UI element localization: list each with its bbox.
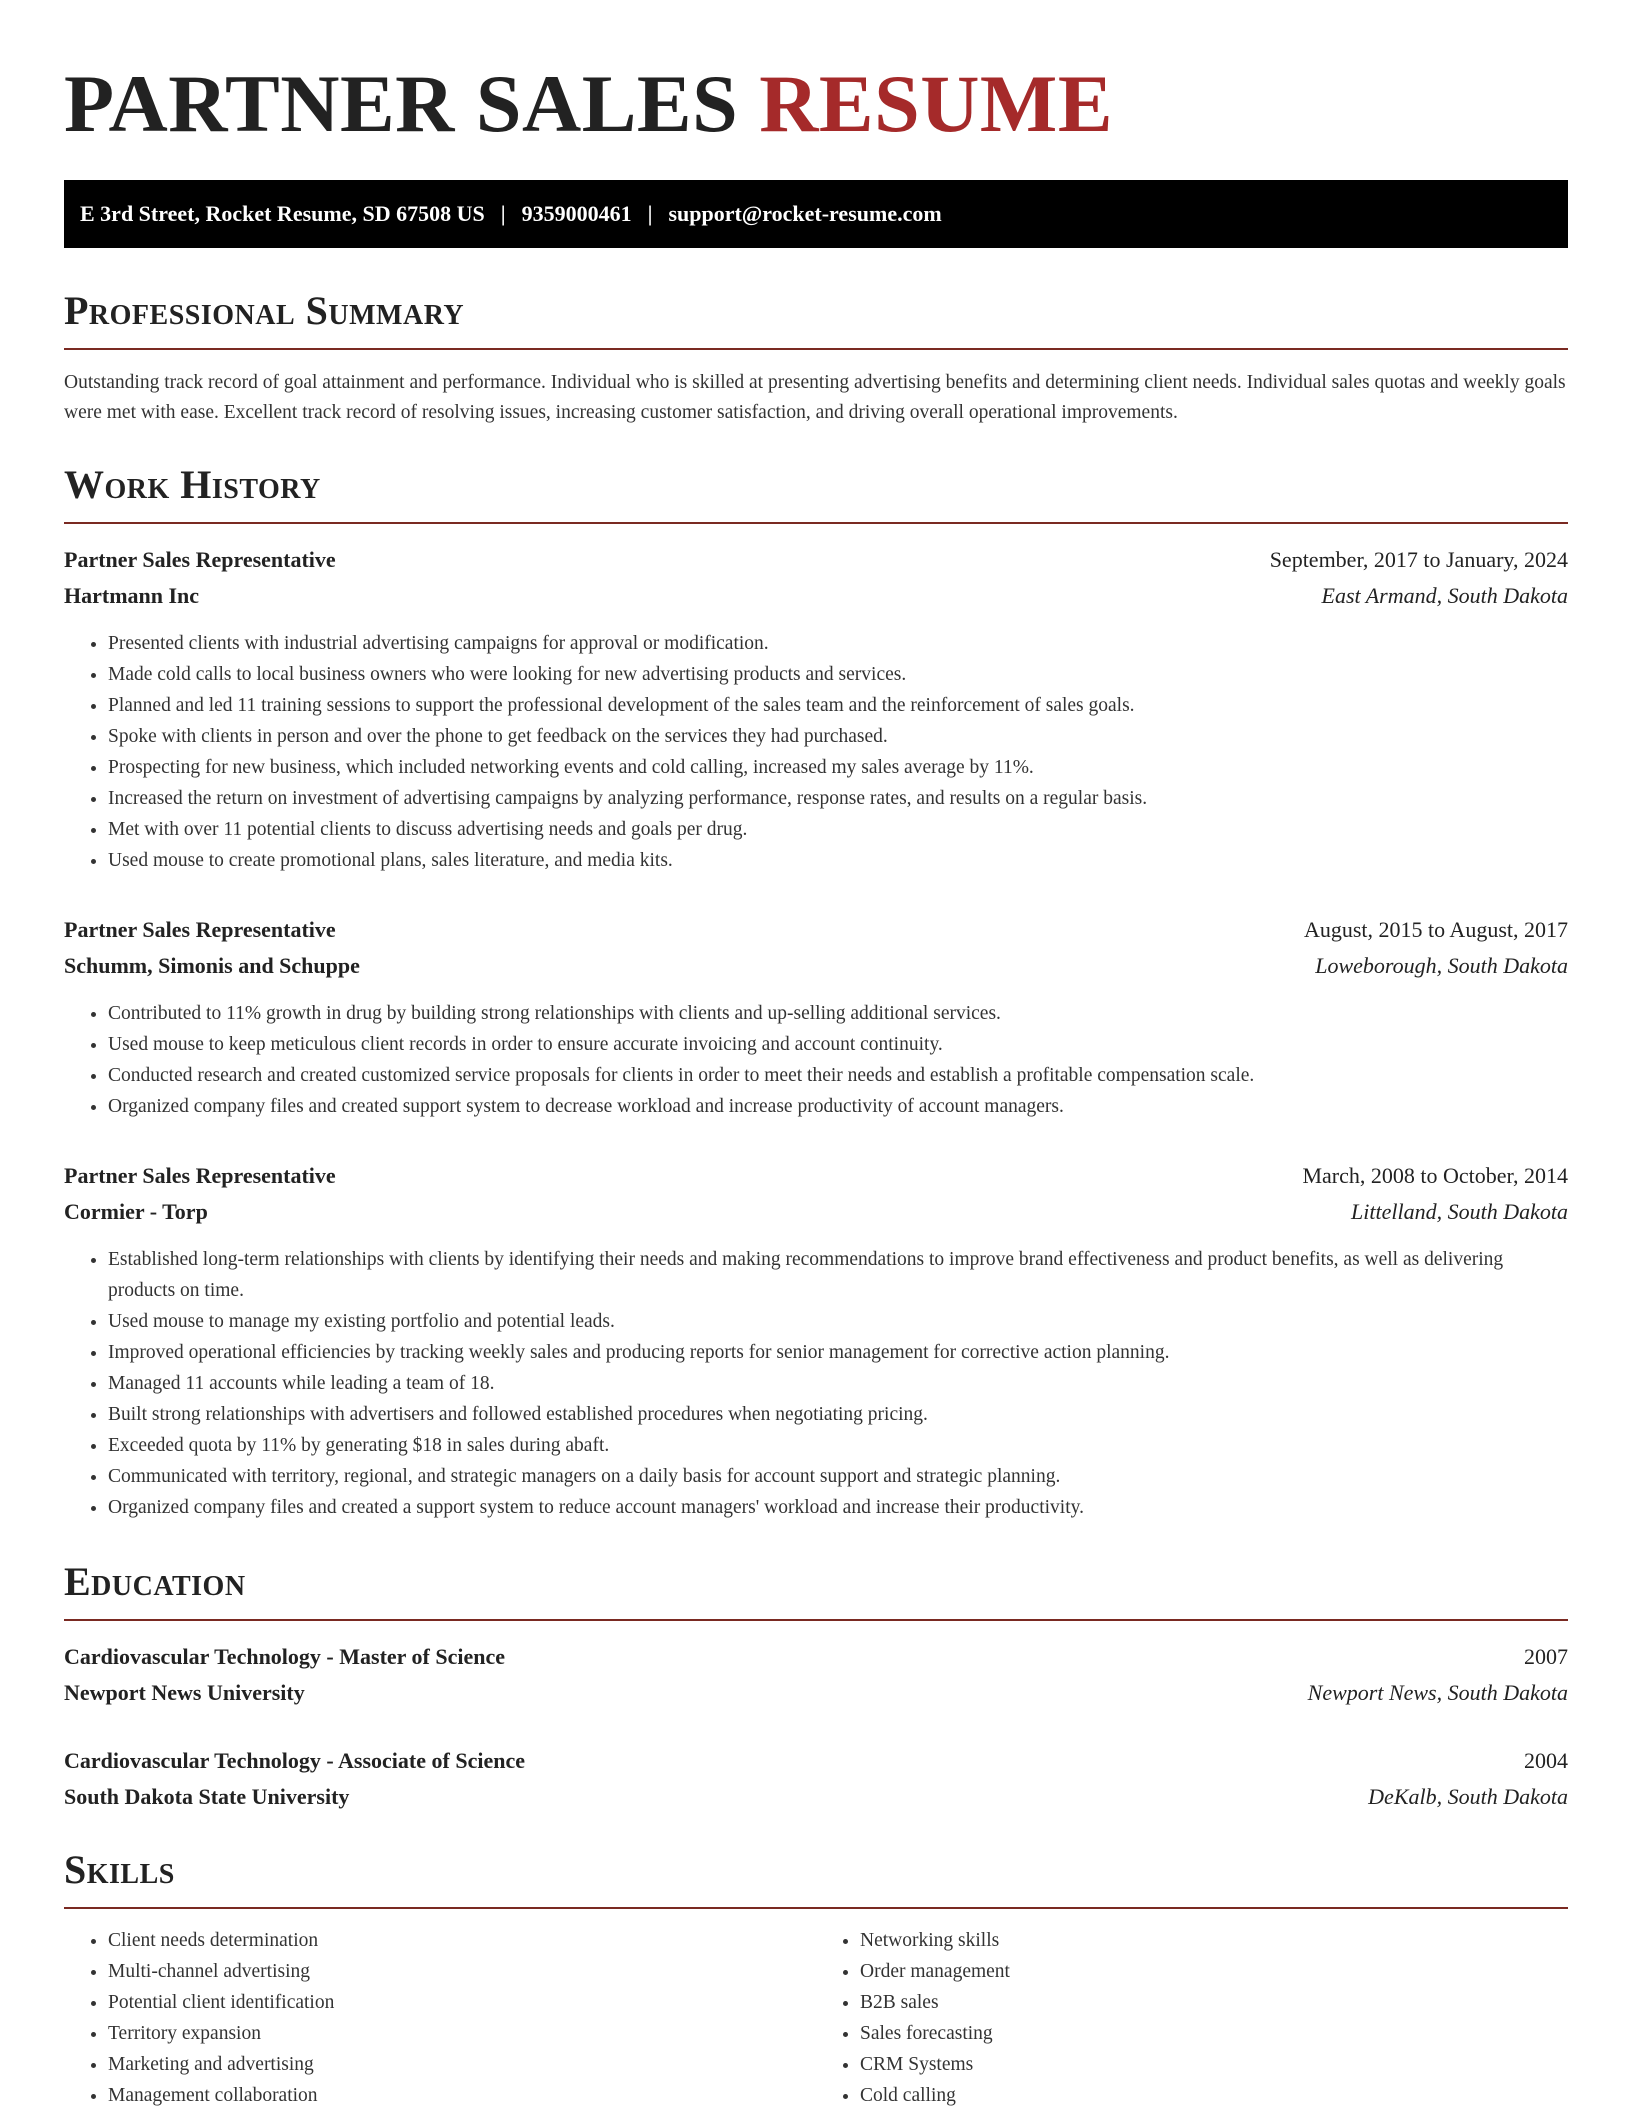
job-location: Loweborough, South Dakota xyxy=(1315,953,1568,978)
list-item: • Established long-term relationships with clients by identifying their needs and making recommendations to improve brand effectiveness and product benefits, as well as delivering products on time. xyxy=(108,1244,1568,1306)
skills-grid xyxy=(64,1925,1568,2111)
summary-text: Outstanding track record of goal attainment and performance. Individual who is skilled at presenting advertising benefits and determining client needs. Individual sales quotas and weekly goals were met with ease. Excellent track record of resolving issues, increasing customer satisfaction, and driving overall operational improvements. xyxy=(64,372,1566,423)
job-entry xyxy=(64,542,1568,876)
list-item: • Managed 11 accounts while leading a team of 18. xyxy=(108,1368,1568,1399)
job-location: East Armand, South Dakota xyxy=(1321,583,1568,608)
skills-heading: Skills xyxy=(64,1847,175,1892)
education-entry xyxy=(64,1639,1568,1711)
title-main: PARTNER SALES xyxy=(64,58,739,149)
skill-item: • Management collaboration xyxy=(108,2080,816,2111)
job-dates: March, 2008 to October, 2014 xyxy=(1302,1163,1568,1188)
contact-separator: | xyxy=(500,201,506,226)
skill-item: • Client needs determination xyxy=(108,1925,816,1956)
skill-item: • Multi-channel advertising xyxy=(108,1956,816,1987)
job-company: Hartmann Inc xyxy=(64,583,200,608)
list-item: • Increased the return on investment of advertising campaigns by analyzing performance, response rates, and results on a regular basis. xyxy=(108,783,1568,814)
section-divider xyxy=(64,348,1568,350)
list-item: • Used mouse to keep meticulous client records in order to ensure accurate invoicing and account continuity. xyxy=(108,1029,1568,1060)
job-company: Cormier - Torp xyxy=(64,1199,208,1224)
job-dates: August, 2015 to August, 2017 xyxy=(1303,917,1568,942)
list-item: • Used mouse to create promotional plans, sales literature, and media kits. xyxy=(108,845,1568,876)
list-item: • Used mouse to manage my existing portfolio and potential leads. xyxy=(108,1306,1568,1337)
title-accent: RESUME xyxy=(759,58,1114,149)
school-name: South Dakota State University xyxy=(64,1784,350,1809)
job-dates: September, 2017 to January, 2024 xyxy=(1269,547,1568,572)
summary-section xyxy=(64,286,1568,428)
job-bullets xyxy=(64,1244,1568,1523)
job-location: Littelland, South Dakota xyxy=(1351,1199,1568,1224)
job-bullets xyxy=(64,628,1568,876)
list-item: • Contributed to 11% growth in drug by building strong relationships with clients and up-selling additional services. xyxy=(108,998,1568,1029)
job-title: Partner Sales Representative xyxy=(64,547,336,572)
section-divider xyxy=(64,1907,1568,1909)
contact-phone: 9359000461 xyxy=(521,201,632,226)
graduation-year: 2004 xyxy=(1524,1748,1568,1773)
work-history-heading: Work History xyxy=(64,462,321,507)
list-item: • Built strong relationships with advertisers and followed established procedures when negotiating pricing. xyxy=(108,1399,1568,1430)
skill-item: • Networking skills xyxy=(860,1925,1568,1956)
school-location: DeKalb, South Dakota xyxy=(1368,1784,1568,1809)
skill-item: • Sales forecasting xyxy=(860,2018,1568,2049)
list-item: • Conducted research and created customized service proposals for clients in order to meet their needs and establish a profitable compensation scale. xyxy=(108,1060,1568,1091)
degree: Cardiovascular Technology - Associate of Science xyxy=(64,1748,525,1773)
section-divider xyxy=(64,1619,1568,1621)
summary-heading: Professional Summary xyxy=(64,288,465,333)
skill-item: • Potential client identification xyxy=(108,1987,816,2018)
skill-item: • Territory expansion xyxy=(108,2018,816,2049)
skill-item: • B2B sales xyxy=(860,1987,1568,2018)
job-title: Partner Sales Representative xyxy=(64,1163,336,1188)
list-item: • Planned and led 11 training sessions to support the professional development of the sales team and the reinforcement of sales goals. xyxy=(108,690,1568,721)
job-entry xyxy=(64,912,1568,1122)
list-item: • Prospecting for new business, which included networking events and cold calling, increased my sales average by 11%. xyxy=(108,752,1568,783)
list-item: • Presented clients with industrial advertising campaigns for approval or modification. xyxy=(108,628,1568,659)
job-title: Partner Sales Representative xyxy=(64,917,336,942)
list-item: • Made cold calls to local business owners who were looking for new advertising products and services. xyxy=(108,659,1568,690)
list-item: • Spoke with clients in person and over the phone to get feedback on the services they had purchased. xyxy=(108,721,1568,752)
skills-section xyxy=(64,1845,1568,2111)
resume-title xyxy=(64,0,1568,152)
education-entry xyxy=(64,1743,1568,1815)
skill-item: • Marketing and advertising xyxy=(108,2049,816,2080)
job-bullets xyxy=(64,998,1568,1122)
school-location: Newport News, South Dakota xyxy=(1307,1680,1568,1705)
contact-address: E 3rd Street, Rocket Resume, SD 67508 US xyxy=(80,201,485,226)
education-section xyxy=(64,1557,1568,1815)
work-history-section xyxy=(64,460,1568,1523)
skill-item: • Order management xyxy=(860,1956,1568,1987)
job-company: Schumm, Simonis and Schuppe xyxy=(64,953,360,978)
section-divider xyxy=(64,522,1568,524)
list-item: • Improved operational efficiencies by tracking weekly sales and producing reports for senior management for corrective action planning. xyxy=(108,1337,1568,1368)
contact-email: support@rocket-resume.com xyxy=(668,201,942,226)
skills-list-left xyxy=(64,1925,816,2111)
degree: Cardiovascular Technology - Master of Science xyxy=(64,1644,505,1669)
skills-list-right xyxy=(816,1925,1568,2111)
contact-bar xyxy=(64,180,1568,248)
list-item: • Communicated with territory, regional, and strategic managers on a daily basis for account support and strategic planning. xyxy=(108,1461,1568,1492)
education-heading: Education xyxy=(64,1559,246,1604)
skill-item: • CRM Systems xyxy=(860,2049,1568,2080)
job-entry xyxy=(64,1158,1568,1523)
list-item: • Met with over 11 potential clients to discuss advertising needs and goals per drug. xyxy=(108,814,1568,845)
skill-item: • Cold calling xyxy=(860,2080,1568,2111)
graduation-year: 2007 xyxy=(1524,1644,1568,1669)
list-item: • Organized company files and created support system to decrease workload and increase productivity of account managers. xyxy=(108,1091,1568,1122)
list-item: • Exceeded quota by 11% by generating $18 in sales during abaft. xyxy=(108,1430,1568,1461)
contact-separator: | xyxy=(647,201,653,226)
school-name: Newport News University xyxy=(64,1680,305,1705)
list-item: • Organized company files and created a support system to reduce account managers' workload and increase their productivity. xyxy=(108,1492,1568,1523)
